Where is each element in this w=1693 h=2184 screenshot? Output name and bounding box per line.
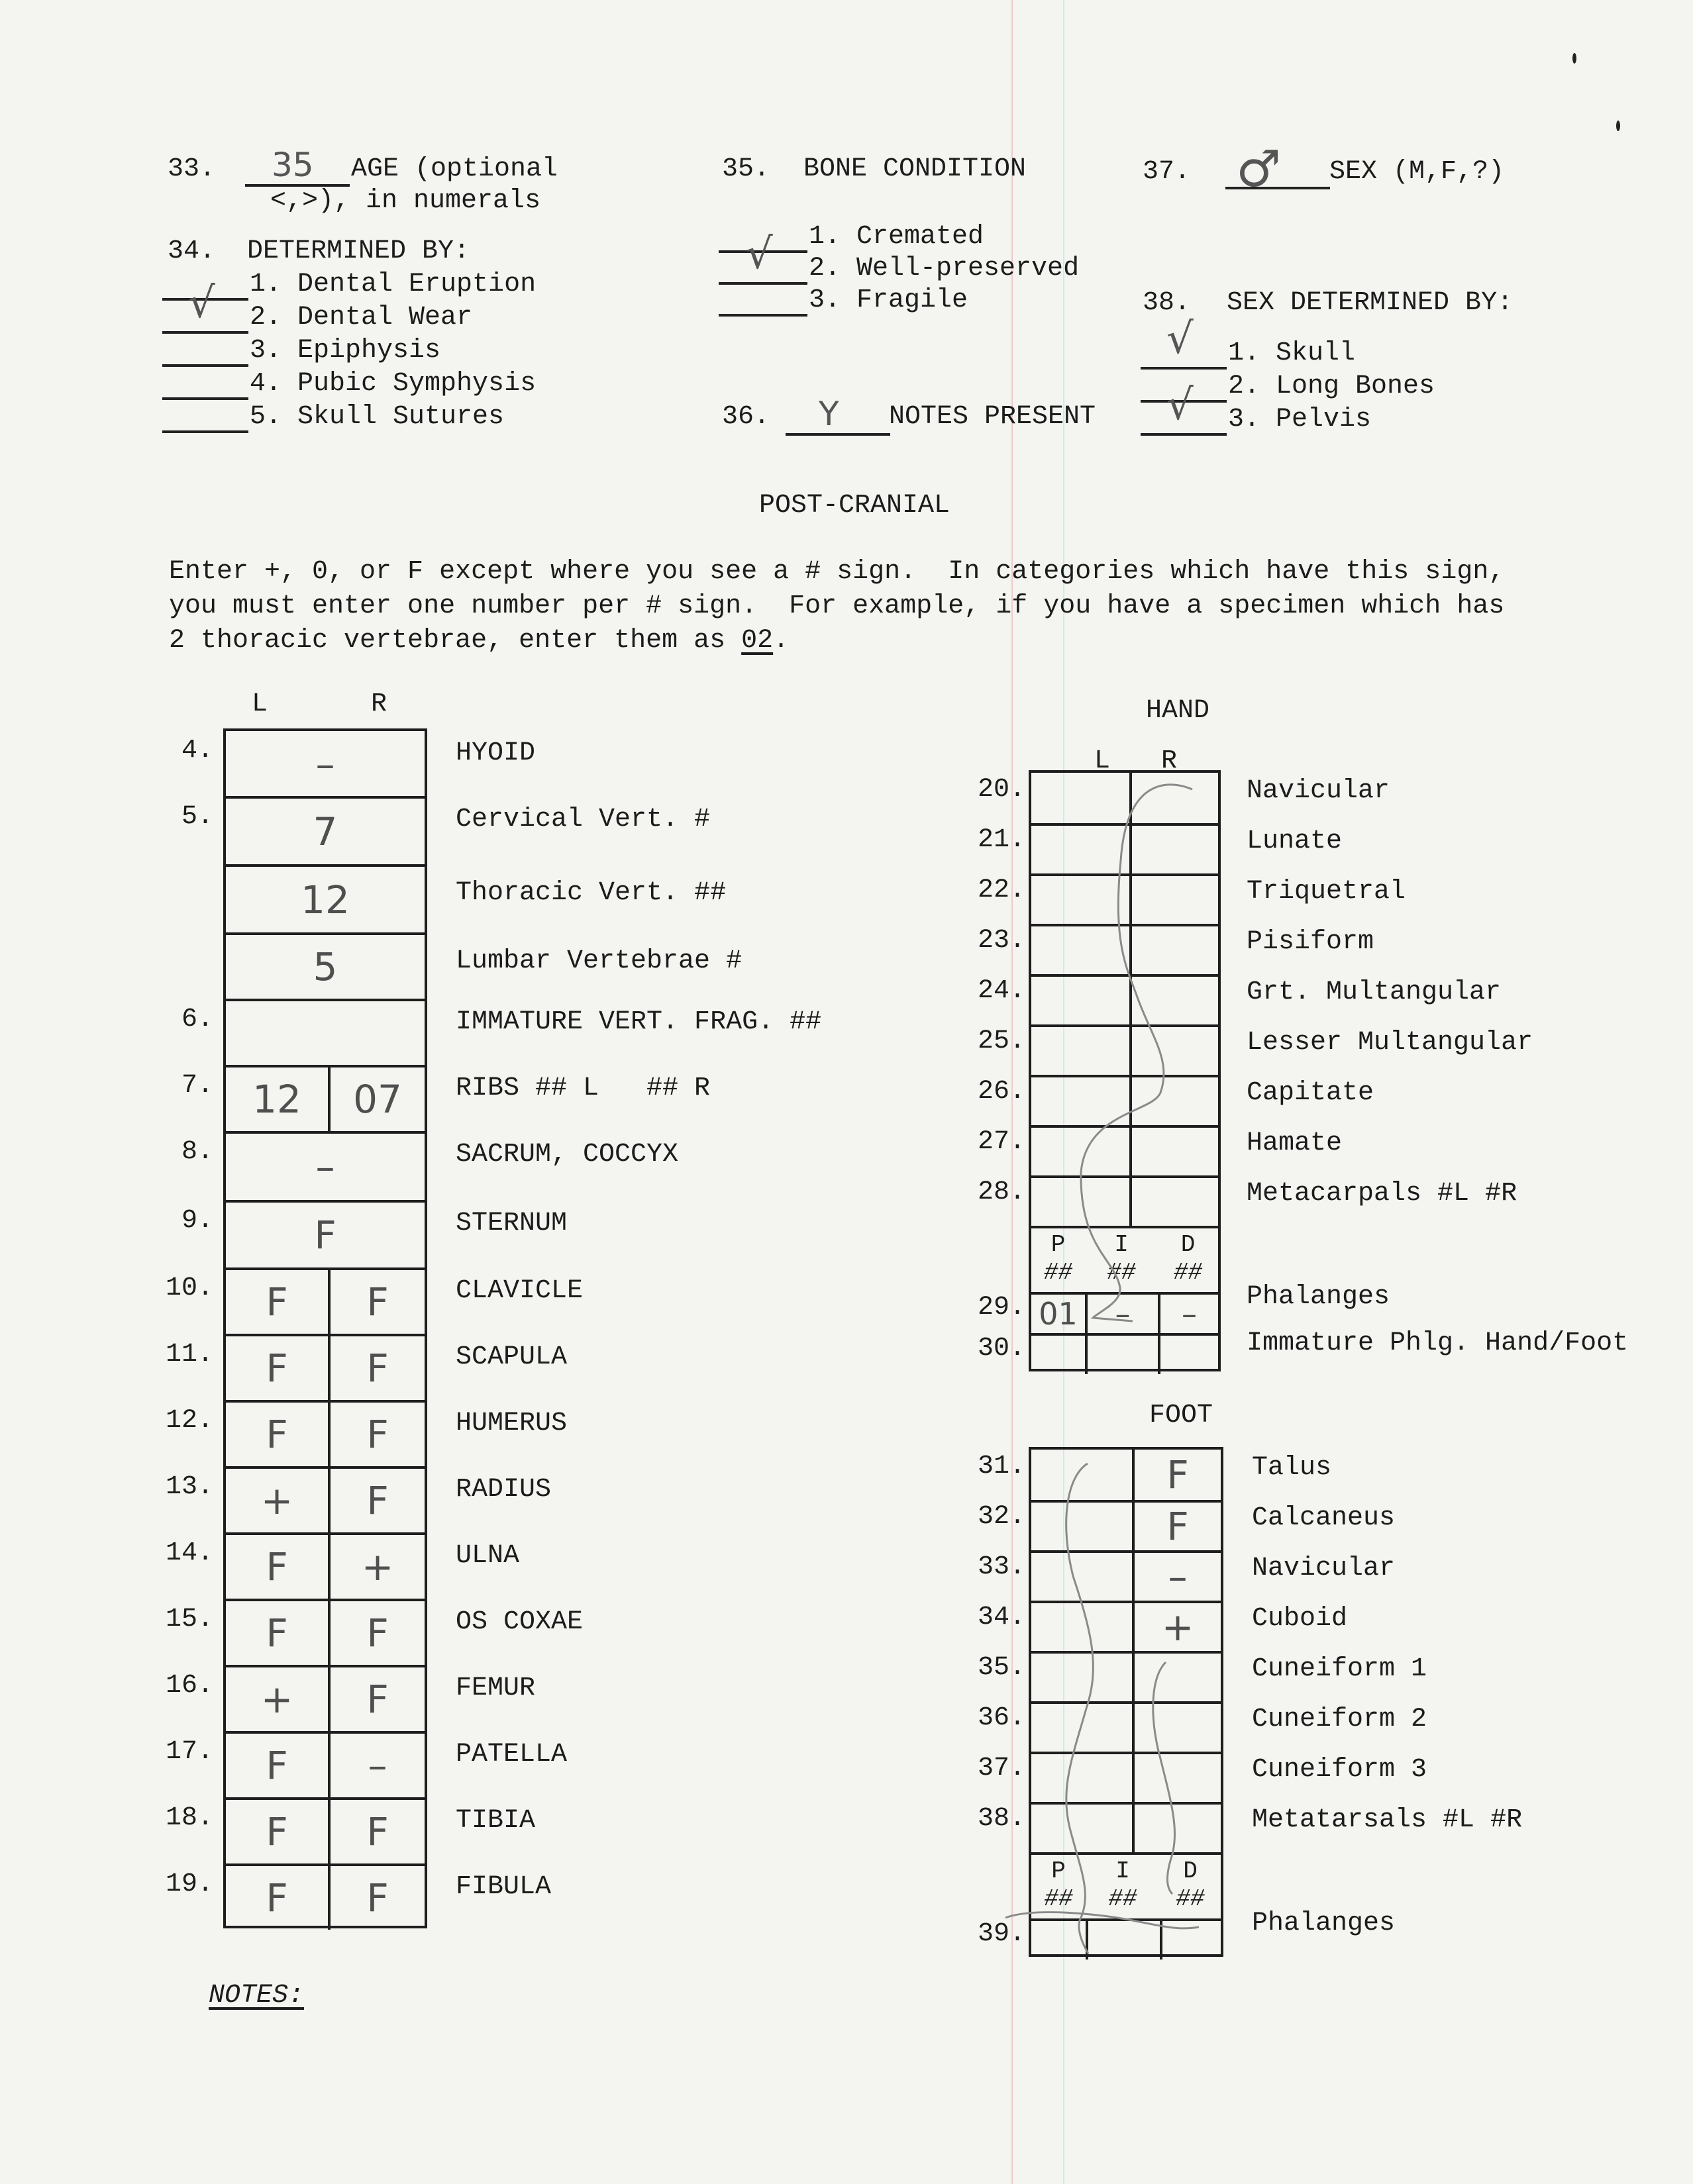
- row-label: HUMERUS: [456, 1409, 568, 1438]
- row-label: CLAVICLE: [456, 1276, 584, 1306]
- row-number: 35.: [977, 1653, 1025, 1683]
- cell-count[interactable]: –: [315, 742, 335, 787]
- hand-column-left: L: [1094, 746, 1111, 776]
- cell-left[interactable]: F: [266, 1809, 288, 1854]
- cell-left[interactable]: [1031, 1553, 1132, 1601]
- q35-title: BONE CONDITION: [803, 154, 1027, 184]
- row-number: 27.: [977, 1127, 1025, 1157]
- row-label: Capitate: [1247, 1078, 1374, 1108]
- table-row: [226, 1532, 425, 1599]
- cell-left[interactable]: F: [266, 1279, 288, 1324]
- cell-right[interactable]: [1129, 977, 1218, 1024]
- row-label: Immature Phlg. Hand/Foot: [1247, 1328, 1629, 1358]
- row-label: IMMATURE VERT. FRAG. ##: [456, 1007, 822, 1037]
- cell-left[interactable]: F: [266, 1611, 288, 1656]
- sex-label: SEX (M,F,?): [1329, 157, 1505, 187]
- option-label: 2. Well-preserved: [809, 254, 1080, 283]
- row-number: 17.: [165, 1737, 213, 1767]
- row-label: Triquetral: [1247, 877, 1406, 907]
- table-row: [226, 1267, 425, 1334]
- table-row: [226, 1131, 425, 1200]
- cell-left[interactable]: F: [266, 1412, 288, 1457]
- notes-present-label: NOTES PRESENT: [889, 402, 1096, 432]
- row-number: 33.: [977, 1552, 1025, 1582]
- cell-right[interactable]: 07: [328, 1067, 425, 1131]
- cell-right[interactable]: [1132, 1654, 1221, 1701]
- row-number: 39.: [977, 1919, 1025, 1949]
- row-number: 29.: [977, 1293, 1025, 1322]
- age-value: 35: [272, 146, 314, 184]
- phalanx-header-row: [1031, 1852, 1221, 1918]
- phalanx-count-marks: ##: [1044, 1885, 1073, 1912]
- phalanx-count-marks: ##: [1176, 1885, 1205, 1912]
- phalanx-count-marks: ##: [1108, 1885, 1137, 1912]
- row-label: SCAPULA: [456, 1342, 568, 1372]
- option-label: 3. Pelvis: [1228, 405, 1372, 434]
- row-label: TIBIA: [456, 1806, 536, 1836]
- row-label: ULNA: [456, 1541, 520, 1571]
- phalanx-count-marks: ##: [1173, 1259, 1203, 1286]
- phalanx-letter: P: [1051, 1231, 1066, 1258]
- row-number: 22.: [977, 875, 1025, 905]
- cell-right[interactable]: F: [328, 1800, 425, 1863]
- check-mark-icon: √: [1166, 381, 1194, 430]
- phalanx-column-header: [1031, 1858, 1086, 1913]
- row-label: Lesser Multangular: [1247, 1028, 1533, 1058]
- option-label: 5. Skull Sutures: [250, 402, 505, 432]
- table-row: [226, 1065, 425, 1131]
- cell-intermediate[interactable]: [1086, 1921, 1160, 1960]
- row-label: RIBS ## L ## R: [456, 1073, 711, 1103]
- cell-left[interactable]: [1031, 1805, 1132, 1852]
- cell-left[interactable]: +: [260, 1478, 293, 1523]
- instructions-line-3: 2 thoracic vertebrae, enter them as 02.: [169, 626, 790, 656]
- row-number: 28.: [977, 1177, 1025, 1207]
- hand-column-right: R: [1161, 746, 1178, 776]
- option-label: 2. Dental Wear: [250, 303, 473, 332]
- cell-right[interactable]: [1129, 1027, 1218, 1075]
- row-label: Pisiform: [1247, 927, 1374, 957]
- table-row: [226, 1599, 425, 1665]
- cell-right[interactable]: F: [328, 1270, 425, 1334]
- q33-number: 33.: [168, 154, 216, 184]
- row-number: 13.: [165, 1472, 213, 1502]
- cell-left[interactable]: [1031, 1503, 1132, 1550]
- table-row: [1031, 1802, 1221, 1852]
- q38-number: 38.: [1143, 288, 1191, 318]
- row-label: Hamate: [1247, 1128, 1343, 1158]
- cell-right[interactable]: F: [328, 1866, 425, 1930]
- example-value: 02: [741, 626, 774, 656]
- phalanx-count-marks: ##: [1107, 1259, 1136, 1286]
- cell-distal[interactable]: [1158, 1336, 1218, 1374]
- phalanx-column-header: [1031, 1231, 1085, 1287]
- row-label: Calcaneus: [1252, 1503, 1396, 1533]
- section-title: POST-CRANIAL: [759, 491, 950, 521]
- instructions-line-1: Enter +, 0, or F except where you see a # sign. In categories which have this sign,: [169, 557, 1505, 587]
- phalanx-header-row: [1031, 1226, 1218, 1292]
- sex-value: ♂: [1236, 139, 1282, 198]
- row-number: 32.: [977, 1502, 1025, 1532]
- cell-left[interactable]: +: [260, 1677, 293, 1722]
- table-row: [226, 932, 425, 999]
- row-label: Navicular: [1247, 776, 1390, 806]
- table-row: [1031, 1075, 1218, 1125]
- postcranial-grid: [223, 728, 427, 1928]
- cell-intermediate[interactable]: –: [1085, 1295, 1158, 1333]
- row-number: 16.: [165, 1671, 213, 1701]
- row-number: 11.: [165, 1340, 213, 1369]
- table-row: [1031, 873, 1218, 924]
- row-number: 14.: [165, 1538, 213, 1568]
- row-label: Cuneiform 3: [1252, 1755, 1427, 1785]
- row-number: 19.: [165, 1869, 213, 1899]
- age-field[interactable]: [245, 146, 350, 187]
- row-number: 6.: [181, 1005, 213, 1034]
- cell-right[interactable]: F: [328, 1601, 425, 1665]
- option-label: 1. Cremated: [809, 222, 984, 252]
- notes-present-field[interactable]: [786, 395, 890, 436]
- row-label: Talus: [1252, 1453, 1332, 1483]
- cell-right[interactable]: [1129, 826, 1218, 873]
- table-row: [1031, 1125, 1218, 1175]
- foot-title: FOOT: [1149, 1401, 1213, 1430]
- cell-right[interactable]: –: [1132, 1553, 1221, 1601]
- column-header-left: L: [252, 689, 268, 719]
- cell-right[interactable]: [1132, 1754, 1221, 1802]
- row-label: Lunate: [1247, 826, 1343, 856]
- table-row: [226, 1200, 425, 1267]
- row-label: RADIUS: [456, 1475, 552, 1505]
- cell-distal[interactable]: [1160, 1921, 1221, 1960]
- row-number: 25.: [977, 1026, 1025, 1056]
- cell-right[interactable]: F: [328, 1667, 425, 1731]
- row-number: 4.: [181, 736, 213, 766]
- option-label: 4. Pubic Symphysis: [250, 369, 537, 399]
- row-number: 26.: [977, 1077, 1025, 1107]
- option-blank[interactable]: [162, 366, 248, 400]
- cell-count[interactable]: –: [315, 1144, 335, 1189]
- sex-field[interactable]: [1225, 139, 1330, 198]
- cell-left[interactable]: F: [266, 1346, 288, 1391]
- cell-right[interactable]: –: [328, 1734, 425, 1797]
- cell-left[interactable]: F: [266, 1544, 288, 1589]
- table-row: [1031, 1651, 1221, 1701]
- cell-right[interactable]: F: [1132, 1450, 1221, 1500]
- row-number: 5.: [181, 802, 213, 832]
- row-number: 31.: [977, 1452, 1025, 1481]
- q37-number: 37.: [1143, 157, 1191, 187]
- row-label: Metatarsals #L #R: [1252, 1805, 1523, 1835]
- cell-right[interactable]: F: [328, 1469, 425, 1532]
- cell-right[interactable]: F: [1132, 1503, 1221, 1550]
- table-row: [1031, 1550, 1221, 1601]
- row-label: Phalanges: [1252, 1909, 1396, 1938]
- row-label: OS COXAE: [456, 1607, 584, 1637]
- row-number: 21.: [977, 825, 1025, 855]
- cell-left[interactable]: F: [266, 1875, 288, 1920]
- row-number: 9.: [181, 1206, 213, 1236]
- age-label: AGE (optional: [351, 154, 558, 184]
- q35-number: 35.: [722, 154, 770, 184]
- phalanx-column-header: [1160, 1858, 1221, 1913]
- row-number: 12.: [165, 1406, 213, 1436]
- row-label: Cuboid: [1252, 1604, 1348, 1634]
- cell-left[interactable]: [1031, 1128, 1129, 1175]
- q34-title: DETERMINED BY:: [247, 236, 470, 266]
- q36-number: 36.: [722, 402, 770, 432]
- row-number: 10.: [165, 1273, 213, 1303]
- cell-left[interactable]: [1031, 977, 1129, 1024]
- table-row: [226, 1400, 425, 1466]
- phalanx-row: [1031, 1292, 1218, 1333]
- notes-label: NOTES:: [209, 1981, 305, 2010]
- table-row: [226, 1665, 425, 1731]
- cell-right[interactable]: [1129, 1178, 1218, 1226]
- hand-title: HAND: [1146, 696, 1210, 726]
- row-number: 23.: [977, 926, 1025, 956]
- cell-right[interactable]: F: [328, 1403, 425, 1466]
- cell-left[interactable]: [1031, 1654, 1132, 1701]
- cell-proximal[interactable]: 01: [1039, 1296, 1078, 1332]
- row-label: SACRUM, COCCYX: [456, 1140, 679, 1169]
- table-row: [1031, 1024, 1218, 1075]
- cell-right[interactable]: [1129, 1128, 1218, 1175]
- row-number: 15.: [165, 1605, 213, 1634]
- cell-left[interactable]: [1031, 1603, 1132, 1651]
- phalanx-row: [1031, 1333, 1218, 1374]
- phalanx-letter: P: [1051, 1858, 1066, 1885]
- option-blank[interactable]: [719, 282, 807, 317]
- cell-left[interactable]: [1031, 1754, 1132, 1802]
- cell-left[interactable]: [1031, 1704, 1132, 1752]
- cell-count[interactable]: 5: [313, 944, 338, 989]
- table-row: [1031, 823, 1218, 873]
- option-label: 2. Long Bones: [1228, 372, 1435, 401]
- table-row: [1031, 1601, 1221, 1651]
- check-mark-icon: √: [746, 230, 773, 279]
- cell-proximal[interactable]: [1031, 1336, 1085, 1374]
- row-number: 38.: [977, 1804, 1025, 1834]
- row-label: PATELLA: [456, 1740, 568, 1769]
- phalanx-letter: I: [1115, 1858, 1130, 1885]
- table-row: [226, 731, 425, 797]
- cell-right[interactable]: [1132, 1704, 1221, 1752]
- phalanx-letter: D: [1183, 1858, 1198, 1885]
- row-label: Phalanges: [1247, 1282, 1390, 1312]
- row-label: Cuneiform 2: [1252, 1705, 1427, 1734]
- phalanx-column-header: [1158, 1231, 1218, 1287]
- cell-left[interactable]: [1031, 926, 1129, 974]
- cell-right[interactable]: +: [328, 1535, 425, 1599]
- table-row: [1031, 924, 1218, 974]
- row-label: Grt. Multangular: [1247, 977, 1502, 1007]
- row-label: Lumbar Vertebrae #: [456, 946, 743, 976]
- row-number: 36.: [977, 1703, 1025, 1733]
- cell-distal[interactable]: –: [1158, 1295, 1218, 1333]
- table-row: [1031, 1752, 1221, 1802]
- row-number: 37.: [977, 1754, 1025, 1783]
- cell-count[interactable]: 12: [301, 877, 350, 922]
- row-number: 30.: [977, 1334, 1025, 1364]
- option-blank[interactable]: [162, 332, 248, 367]
- table-row: [1031, 1175, 1218, 1226]
- scan-speck: [1616, 121, 1620, 131]
- row-number: 18.: [165, 1803, 213, 1833]
- instructions-line-2: you must enter one number per # sign. For example, if you have a specimen which has: [169, 591, 1505, 621]
- table-row: [1031, 1500, 1221, 1550]
- table-row: [226, 796, 425, 864]
- row-label: Cuneiform 1: [1252, 1654, 1427, 1684]
- q38-title: SEX DETERMINED BY:: [1227, 288, 1513, 318]
- option-blank[interactable]: [162, 399, 248, 433]
- row-label: Cervical Vert. #: [456, 805, 711, 834]
- row-number: 24.: [977, 976, 1025, 1006]
- cell-left[interactable]: [1031, 826, 1129, 873]
- table-row: [1031, 1701, 1221, 1752]
- option-label: 3. Epiphysis: [250, 336, 441, 366]
- table-row: [226, 1334, 425, 1400]
- row-label: HYOID: [456, 738, 536, 768]
- cell-left[interactable]: [1031, 1178, 1129, 1226]
- table-row: [1031, 1450, 1221, 1500]
- age-label-2: <,>), in numerals: [270, 186, 541, 216]
- cell-right[interactable]: [1129, 926, 1218, 974]
- table-row: [226, 1797, 425, 1863]
- table-row: [226, 1466, 425, 1532]
- cell-right[interactable]: [1132, 1805, 1221, 1852]
- phalanx-count-marks: ##: [1043, 1259, 1073, 1286]
- table-row: [226, 864, 425, 932]
- phalanx-letter: D: [1180, 1231, 1196, 1258]
- scan-speck: [1572, 53, 1576, 64]
- cell-intermediate[interactable]: [1085, 1336, 1158, 1374]
- cell-right[interactable]: [1129, 1077, 1218, 1125]
- table-row: [1031, 773, 1218, 823]
- check-mark-icon: √: [188, 279, 215, 328]
- cell-left[interactable]: [1031, 1027, 1129, 1075]
- cell-proximal[interactable]: [1031, 1921, 1086, 1960]
- row-label: FIBULA: [456, 1872, 552, 1902]
- table-row: [226, 1731, 425, 1797]
- check-mark-icon: √: [1166, 315, 1194, 364]
- cell-right[interactable]: +: [1132, 1603, 1221, 1651]
- q34-number: 34.: [168, 236, 216, 266]
- cell-left[interactable]: [1031, 1450, 1132, 1500]
- cell-left[interactable]: [1031, 1077, 1129, 1125]
- phalanx-row: [1031, 1918, 1221, 1960]
- cell-right[interactable]: [1129, 773, 1218, 823]
- option-label: 1. Dental Eruption: [250, 270, 537, 299]
- notes-present-value: Y: [819, 395, 839, 433]
- phalanx-column-header: [1085, 1231, 1158, 1287]
- row-number: 7.: [181, 1071, 213, 1101]
- cell-left[interactable]: [1031, 773, 1129, 823]
- cell-count[interactable]: 7: [313, 809, 338, 854]
- hand-grid: [1029, 770, 1221, 1371]
- table-row: [1031, 974, 1218, 1024]
- phalanx-column-header: [1086, 1858, 1160, 1913]
- cell-right[interactable]: F: [328, 1336, 425, 1400]
- cell-count[interactable]: [226, 1001, 425, 1065]
- foot-grid: [1029, 1447, 1223, 1957]
- row-label: Metacarpals #L #R: [1247, 1179, 1517, 1209]
- cell-right[interactable]: [1129, 876, 1218, 924]
- option-label: 1. Skull: [1228, 338, 1356, 368]
- row-number: 20.: [977, 775, 1025, 805]
- option-label: 3. Fragile: [809, 285, 968, 315]
- table-row: [226, 1863, 425, 1930]
- cell-count[interactable]: F: [314, 1213, 336, 1258]
- row-number: 34.: [977, 1603, 1025, 1632]
- row-label: Thoracic Vert. ##: [456, 878, 727, 908]
- cell-left[interactable]: [1031, 876, 1129, 924]
- row-number: 8.: [181, 1137, 213, 1167]
- row-label: STERNUM: [456, 1209, 568, 1238]
- phalanx-letter: I: [1114, 1231, 1129, 1258]
- cell-left[interactable]: 12: [252, 1077, 301, 1122]
- column-header-right: R: [371, 689, 387, 719]
- table-row: [226, 999, 425, 1065]
- row-label: Navicular: [1252, 1554, 1396, 1583]
- row-label: FEMUR: [456, 1673, 536, 1703]
- cell-left[interactable]: F: [266, 1743, 288, 1788]
